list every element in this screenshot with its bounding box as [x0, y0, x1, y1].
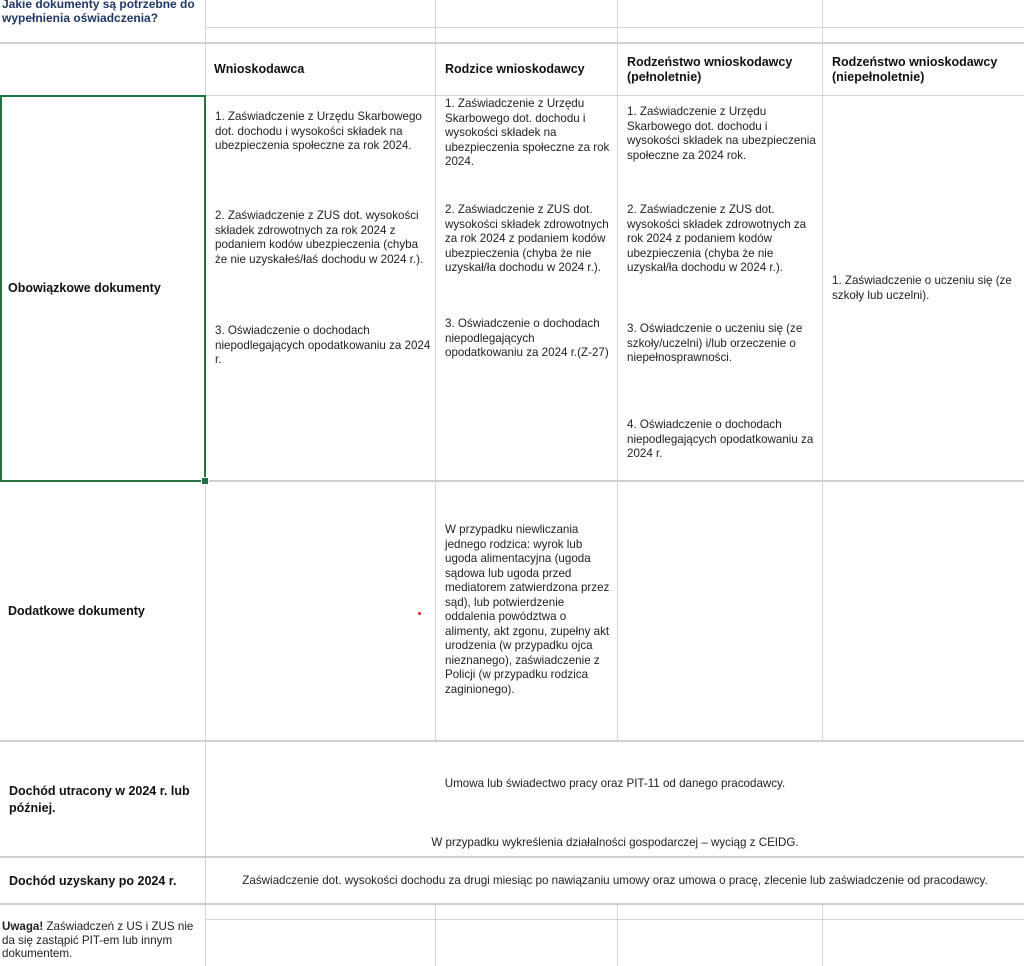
cell-additional-parents[interactable] [435, 482, 617, 740]
list-item: 4. Oświadczenie o dochodach niepodlegających opodatkowaniu za 2024 r. [627, 418, 814, 460]
cell-mandatory-siblings-adult[interactable] [617, 96, 822, 480]
column-header-applicant[interactable]: Wnioskodawca [214, 62, 305, 76]
list-item: 2. Zaświadczenie z ZUS dot. wysokości składek zdrowotnych za rok 2024 z podaniem kodów ubezpieczenia (chyba że nie uzyskał/ła dochodu w 2024 r.). [627, 203, 807, 274]
column-header-siblings-minor[interactable]: Rodzeństwo wnioskodawcy (niepełnoletnie) [832, 55, 998, 84]
list-item: 2. Zaświadczenie z ZUS dot. wysokości składek zdrowotnych za rok 2024 z podaniem kodów ubezpieczenia (chyba że nie uzyskałeś/łaś dochodu w 2024 r.). [215, 209, 424, 266]
gained-income-text[interactable]: Zaświadczenie dot. wysokości dochodu za drugi miesiąc po nawiązaniu umowy oraz umowa o pracę, zlecenie lub zaświadczenie od pracodawcy. [242, 874, 988, 887]
note-bold: Uwaga! [2, 920, 44, 933]
lost-income-line2[interactable]: W przypadku wykreślenia działalności gospodarczej – wyciąg z CEIDG. [431, 836, 799, 849]
list-item: 2. Zaświadczenie z ZUS dot. wysokości składek zdrowotnych za rok 2024 z podaniem kodów ubezpieczenia (chyba że nie uzyskał/ła dochodu w 2024 r.). [445, 203, 609, 274]
lost-income-line1[interactable]: Umowa lub świadectwo pracy oraz PIT-11 od danego pracodawcy. [444, 777, 786, 790]
list-item: 1. Zaświadczenie z Urzędu Skarbowego dot. dochodu i wysokości składek na ubezpieczenia społeczne za rok 2024. [445, 97, 610, 168]
cell-selection-border [0, 95, 206, 482]
gridline [0, 903, 1024, 905]
comment-indicator [418, 612, 421, 615]
note-cell[interactable] [2, 920, 202, 966]
fill-handle[interactable] [201, 477, 209, 485]
list-item: 1. Zaświadczenie o uczeniu się (ze szkoły lub uczelni). [832, 274, 1012, 302]
list-item: 3. Oświadczenie o uczeniu się (ze szkoły/uczelni) i/lub orzeczenie o niepełnosprawności. [627, 322, 803, 364]
list-item: 3. Oświadczenie o dochodach niepodlegających opodatkowaniu za 2024 r.(Z-27) [445, 317, 609, 359]
row-label-gained-income[interactable]: Dochód uzyskany po 2024 r. [9, 874, 177, 888]
list-item: 1. Zaświadczenie z Urzędu Skarbowego dot. dochodu i wysokości składek na ubezpieczenia społeczne za 2024 rok. [627, 105, 816, 162]
gridline [205, 27, 1024, 28]
additional-text: W przypadku niewliczania jednego rodzica: wyrok lub ugoda alimentacyjna (ugoda sądowa lub ugoda przed mediatorem zatwierdzona przez sąd), lub potwierdzenie oddalenia powództwa o alimenty, akt zgonu, zupełny akt urodzenia (w przypadku ojca nieznanego), zaświadczenie z Policji (w przypadku rodzica zaginionego). [445, 523, 610, 696]
cell-mandatory-applicant[interactable] [205, 96, 435, 480]
gridline [205, 919, 1024, 920]
list-item: 3. Oświadczenie o dochodach niepodlegających opodatkowaniu za 2024 r. [215, 324, 431, 366]
row-label-mandatory[interactable]: Obowiązkowe dokumenty [8, 281, 161, 295]
page-title[interactable]: Jakie dokumenty są potrzebne do wypełnienia oświadczenia? [2, 0, 195, 25]
row-label-lost-income[interactable]: Dochód utracony w 2024 r. lub później. [9, 784, 190, 815]
row-label-additional[interactable]: Dodatkowe dokumenty [8, 604, 145, 618]
note-text: Zaświadczeń z US i ZUS nie da się zastąpić PIT-em lub innym dokumentem. [2, 920, 194, 960]
column-header-siblings-adult[interactable]: Rodzeństwo wnioskodawcy (pełnoletnie) [627, 55, 793, 84]
gridline [0, 42, 1024, 44]
cell-mandatory-siblings-minor[interactable] [822, 96, 1024, 480]
column-header-parents[interactable]: Rodzice wnioskodawcy [445, 62, 585, 76]
list-item: 1. Zaświadczenie z Urzędu Skarbowego dot. dochodu i wysokości składek na ubezpieczenia społeczne za rok 2024. [215, 110, 422, 152]
cell-mandatory-parents[interactable] [435, 96, 617, 480]
